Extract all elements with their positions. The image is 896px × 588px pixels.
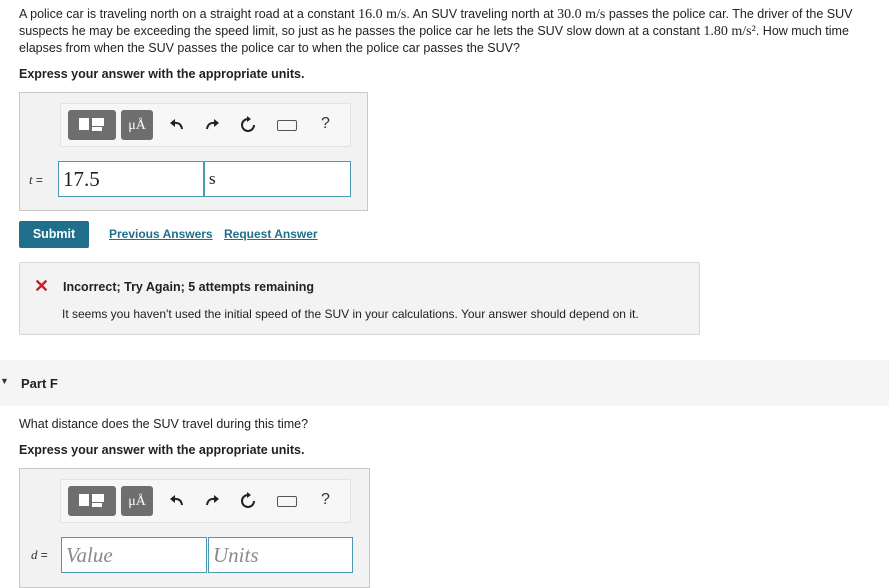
keyboard-icon[interactable] bbox=[277, 496, 297, 507]
templates-icon[interactable] bbox=[68, 110, 116, 140]
redo-icon[interactable] bbox=[202, 116, 222, 136]
variable-label bbox=[29, 172, 43, 188]
problem-text: . How much time elapses from when the SUV passes the police car to when the police car passes the SUV? bbox=[19, 24, 849, 55]
problem-text: . An SUV traveling north at bbox=[406, 7, 558, 21]
undo-icon[interactable] bbox=[167, 492, 187, 512]
equals-sign: = bbox=[40, 548, 48, 562]
previous-answers-link[interactable]: Previous Answers bbox=[109, 227, 213, 241]
collapse-caret-icon[interactable]: ▼ bbox=[0, 376, 9, 386]
problem-statement bbox=[19, 6, 879, 57]
suv-speed: 30.0 m/s bbox=[557, 7, 606, 22]
keyboard-icon[interactable] bbox=[277, 120, 297, 131]
reset-icon[interactable] bbox=[238, 116, 258, 136]
units-input[interactable]: s bbox=[204, 161, 351, 197]
part-e-answer-box bbox=[19, 92, 368, 211]
help-icon[interactable]: ? bbox=[321, 115, 330, 132]
problem-text: passes the police car. The driver of the SUV suspects he may be exceeding the speed limit, so just as he passes the police car he lets the SUV slow down at a constant bbox=[19, 7, 853, 38]
equals-sign: = bbox=[35, 173, 43, 187]
variable-label bbox=[31, 547, 48, 563]
request-answer-link[interactable]: Request Answer bbox=[224, 227, 318, 241]
suv-deceleration: 1.80 m/s² bbox=[703, 24, 756, 39]
value-input[interactable]: 17.5 bbox=[58, 161, 204, 197]
police-speed: 16.0 m/s bbox=[358, 7, 407, 22]
feedback-message: It seems you haven't used the initial speed of the SUV in your calculations. Your answer should depend on it. bbox=[62, 307, 639, 321]
mu-angstrom-icon[interactable]: μÅ bbox=[121, 486, 153, 516]
incorrect-x-icon: ✕ bbox=[34, 276, 50, 296]
part-f-instruction: Express your answer with the appropriate units. bbox=[19, 443, 305, 457]
units-input[interactable]: Units bbox=[208, 537, 353, 573]
templates-icon[interactable] bbox=[68, 486, 116, 516]
part-e-toolbar bbox=[60, 103, 351, 147]
feedback-title: Incorrect; Try Again; 5 attempts remaining bbox=[63, 280, 314, 294]
variable-t: t bbox=[29, 172, 33, 187]
mu-angstrom-icon[interactable]: μÅ bbox=[121, 110, 153, 140]
redo-icon[interactable] bbox=[202, 492, 222, 512]
undo-icon[interactable] bbox=[167, 116, 187, 136]
help-icon[interactable]: ? bbox=[321, 491, 330, 508]
value-input[interactable]: Value bbox=[61, 537, 207, 573]
feedback-panel bbox=[19, 262, 700, 335]
part-f-question: What distance does the SUV travel during this time? bbox=[19, 417, 309, 431]
submit-button[interactable]: Submit bbox=[19, 221, 89, 248]
problem-text: A police car is traveling north on a straight road at a constant bbox=[19, 7, 359, 21]
part-e-instruction: Express your answer with the appropriate units. bbox=[19, 67, 305, 81]
part-f-toolbar bbox=[60, 479, 351, 523]
part-f-label: Part F bbox=[21, 376, 58, 391]
variable-d: d bbox=[31, 547, 38, 562]
reset-icon[interactable] bbox=[238, 492, 258, 512]
part-f-answer-box bbox=[19, 468, 370, 588]
part-f-header[interactable] bbox=[0, 360, 889, 406]
